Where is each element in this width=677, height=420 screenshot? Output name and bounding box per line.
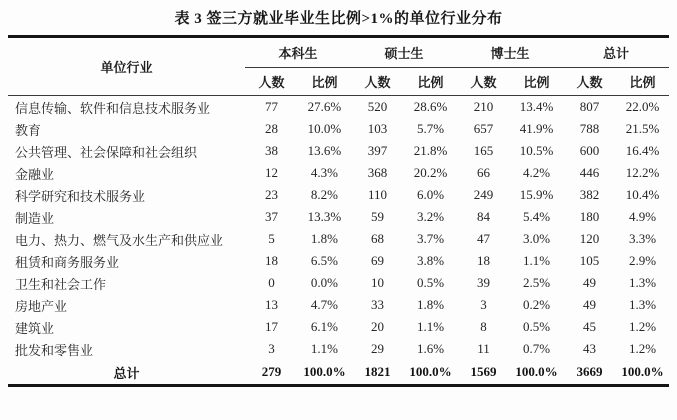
value-cell: 16.4% (625, 143, 660, 158)
group-header-doctor: 博士生 (457, 37, 563, 68)
industry-cell: 建筑业 (14, 320, 54, 336)
value-cell: 13.6% (307, 143, 342, 158)
value-cell: 110 (367, 187, 387, 202)
value-cell: 37 (264, 209, 278, 224)
subheader-ratio: 比例 (298, 68, 351, 96)
value-cell: 43 (583, 341, 597, 356)
industry-cell: 金融业 (14, 166, 54, 182)
value-cell: 120 (579, 231, 600, 246)
value-cell: 13.3% (307, 209, 342, 224)
subheader-ratio: 比例 (616, 68, 669, 96)
value-cell: 4.9% (628, 209, 657, 224)
industry-cell: 公共管理、社会保障和社会组织 (14, 144, 197, 160)
value-cell: 1.1% (522, 253, 551, 268)
value-cell: 1.8% (310, 231, 339, 246)
value-cell: 0.7% (522, 341, 551, 356)
value-cell: 29 (370, 341, 384, 356)
value-cell: 10.5% (519, 143, 554, 158)
subheader-count: 人数 (563, 68, 616, 96)
industry-cell: 制造业 (14, 210, 54, 226)
value-cell: 788 (579, 121, 600, 136)
value-cell: 6.1% (310, 319, 339, 334)
table-body (8, 96, 669, 386)
table-row (8, 184, 669, 206)
subheader-ratio: 比例 (404, 68, 457, 96)
value-cell: 1.3% (628, 297, 657, 312)
industry-distribution-table (8, 35, 669, 387)
industry-cell: 教育 (14, 122, 41, 138)
table-row (8, 118, 669, 140)
value-cell: 22.0% (625, 99, 660, 114)
value-cell: 1.1% (416, 319, 445, 334)
table-row (8, 294, 669, 316)
value-cell: 1.1% (310, 341, 339, 356)
value-cell: 1.2% (628, 319, 657, 334)
value-cell: 1.6% (416, 341, 445, 356)
value-cell: 13.4% (519, 99, 554, 114)
industry-cell: 科学研究和技术服务业 (14, 188, 145, 204)
group-header-undergraduate: 本科生 (245, 37, 351, 68)
value-cell: 59 (370, 209, 384, 224)
value-cell: 0.0% (310, 275, 339, 290)
group-header-row (8, 37, 669, 68)
value-cell: 210 (473, 99, 494, 114)
value-cell: 21.8% (413, 143, 448, 158)
value-cell: 15.9% (519, 187, 554, 202)
table-row (8, 96, 669, 119)
column-header-industry: 单位行业 (8, 37, 245, 96)
value-cell: 10.0% (307, 121, 342, 136)
value-cell: 28.6% (413, 99, 448, 114)
value-cell: 38 (264, 143, 278, 158)
table-row (8, 272, 669, 294)
table-row (8, 316, 669, 338)
value-cell: 13 (264, 297, 278, 312)
table-row (8, 162, 669, 184)
value-cell: 2.5% (522, 275, 551, 290)
value-cell: 4.2% (522, 165, 551, 180)
table-row (8, 338, 669, 360)
subheader-count: 人数 (457, 68, 510, 96)
value-cell: 180 (579, 209, 600, 224)
value-cell: 12 (264, 165, 278, 180)
industry-cell: 房地产业 (14, 298, 67, 314)
value-cell: 5.7% (416, 121, 445, 136)
value-cell: 0.5% (522, 319, 551, 334)
total-value-cell: 100.0% (303, 364, 346, 379)
value-cell: 45 (583, 319, 597, 334)
value-cell: 23 (264, 187, 278, 202)
value-cell: 446 (579, 165, 600, 180)
value-cell: 10 (370, 275, 384, 290)
total-value-cell: 1569 (470, 364, 497, 379)
value-cell: 520 (367, 99, 388, 114)
value-cell: 8 (480, 319, 487, 334)
table-row (8, 206, 669, 228)
value-cell: 49 (583, 275, 597, 290)
subheader-ratio: 比例 (510, 68, 563, 96)
value-cell: 3 (480, 297, 487, 312)
total-value-cell: 100.0% (515, 364, 558, 379)
value-cell: 6.0% (416, 187, 445, 202)
value-cell: 39 (477, 275, 490, 290)
value-cell: 18 (477, 253, 490, 268)
value-cell: 4.3% (310, 165, 339, 180)
industry-cell: 电力、热力、燃气及水生产和供应业 (14, 232, 223, 248)
value-cell: 0.5% (416, 275, 445, 290)
value-cell: 5 (268, 231, 275, 246)
value-cell: 49 (583, 297, 597, 312)
value-cell: 18 (264, 253, 278, 268)
value-cell: 3.7% (416, 231, 445, 246)
value-cell: 21.5% (625, 121, 660, 136)
value-cell: 1.3% (628, 275, 657, 290)
value-cell: 12.2% (625, 165, 660, 180)
value-cell: 11 (477, 341, 490, 356)
value-cell: 20 (370, 319, 384, 334)
total-value-cell: 1821 (364, 364, 391, 379)
value-cell: 600 (579, 143, 600, 158)
value-cell: 1.8% (416, 297, 445, 312)
value-cell: 10.4% (625, 187, 660, 202)
value-cell: 807 (579, 99, 600, 114)
value-cell: 3.8% (416, 253, 445, 268)
value-cell: 77 (264, 99, 278, 114)
value-cell: 41.9% (519, 121, 554, 136)
value-cell: 105 (579, 253, 600, 268)
group-header-total: 总计 (563, 37, 669, 68)
value-cell: 397 (367, 143, 388, 158)
value-cell: 103 (367, 121, 388, 136)
group-header-master: 硕士生 (351, 37, 457, 68)
value-cell: 69 (370, 253, 384, 268)
value-cell: 2.9% (628, 253, 657, 268)
table-row (8, 140, 669, 162)
table-row (8, 228, 669, 250)
value-cell: 1.2% (628, 341, 657, 356)
value-cell: 165 (473, 143, 494, 158)
value-cell: 68 (370, 231, 384, 246)
value-cell: 382 (579, 187, 600, 202)
value-cell: 368 (367, 165, 388, 180)
value-cell: 17 (264, 319, 278, 334)
industry-cell: 租赁和商务服务业 (14, 254, 119, 270)
value-cell: 0.2% (522, 297, 551, 312)
table-row (8, 250, 669, 272)
industry-cell: 批发和零售业 (14, 342, 93, 358)
total-value-cell: 100.0% (621, 364, 664, 379)
value-cell: 27.6% (307, 99, 342, 114)
industry-cell: 信息传输、软件和信息技术服务业 (14, 100, 210, 116)
value-cell: 33 (370, 297, 384, 312)
value-cell: 3.2% (416, 209, 445, 224)
value-cell: 0 (268, 275, 275, 290)
total-value-cell: 3669 (576, 364, 603, 379)
value-cell: 4.7% (310, 297, 339, 312)
total-label-cell: 总计 (113, 365, 140, 381)
industry-cell: 卫生和社会工作 (14, 276, 106, 292)
value-cell: 28 (264, 121, 278, 136)
subheader-count: 人数 (351, 68, 404, 96)
value-cell: 47 (477, 231, 490, 246)
value-cell: 657 (473, 121, 494, 136)
table-title: 表 3 签三方就业毕业生比例>1%的单位行业分布 (174, 11, 503, 27)
value-cell: 3.3% (628, 231, 657, 246)
table-header (8, 37, 669, 96)
value-cell: 66 (477, 165, 490, 180)
value-cell: 3.0% (522, 231, 551, 246)
total-value-cell: 100.0% (409, 364, 452, 379)
subheader-count: 人数 (245, 68, 298, 96)
value-cell: 8.2% (310, 187, 339, 202)
value-cell: 249 (473, 187, 494, 202)
total-value-cell: 279 (261, 364, 282, 379)
value-cell: 84 (477, 209, 490, 224)
value-cell: 20.2% (413, 165, 448, 180)
value-cell: 5.4% (522, 209, 551, 224)
value-cell: 3 (268, 341, 275, 356)
value-cell: 6.5% (310, 253, 339, 268)
total-row (8, 360, 669, 386)
